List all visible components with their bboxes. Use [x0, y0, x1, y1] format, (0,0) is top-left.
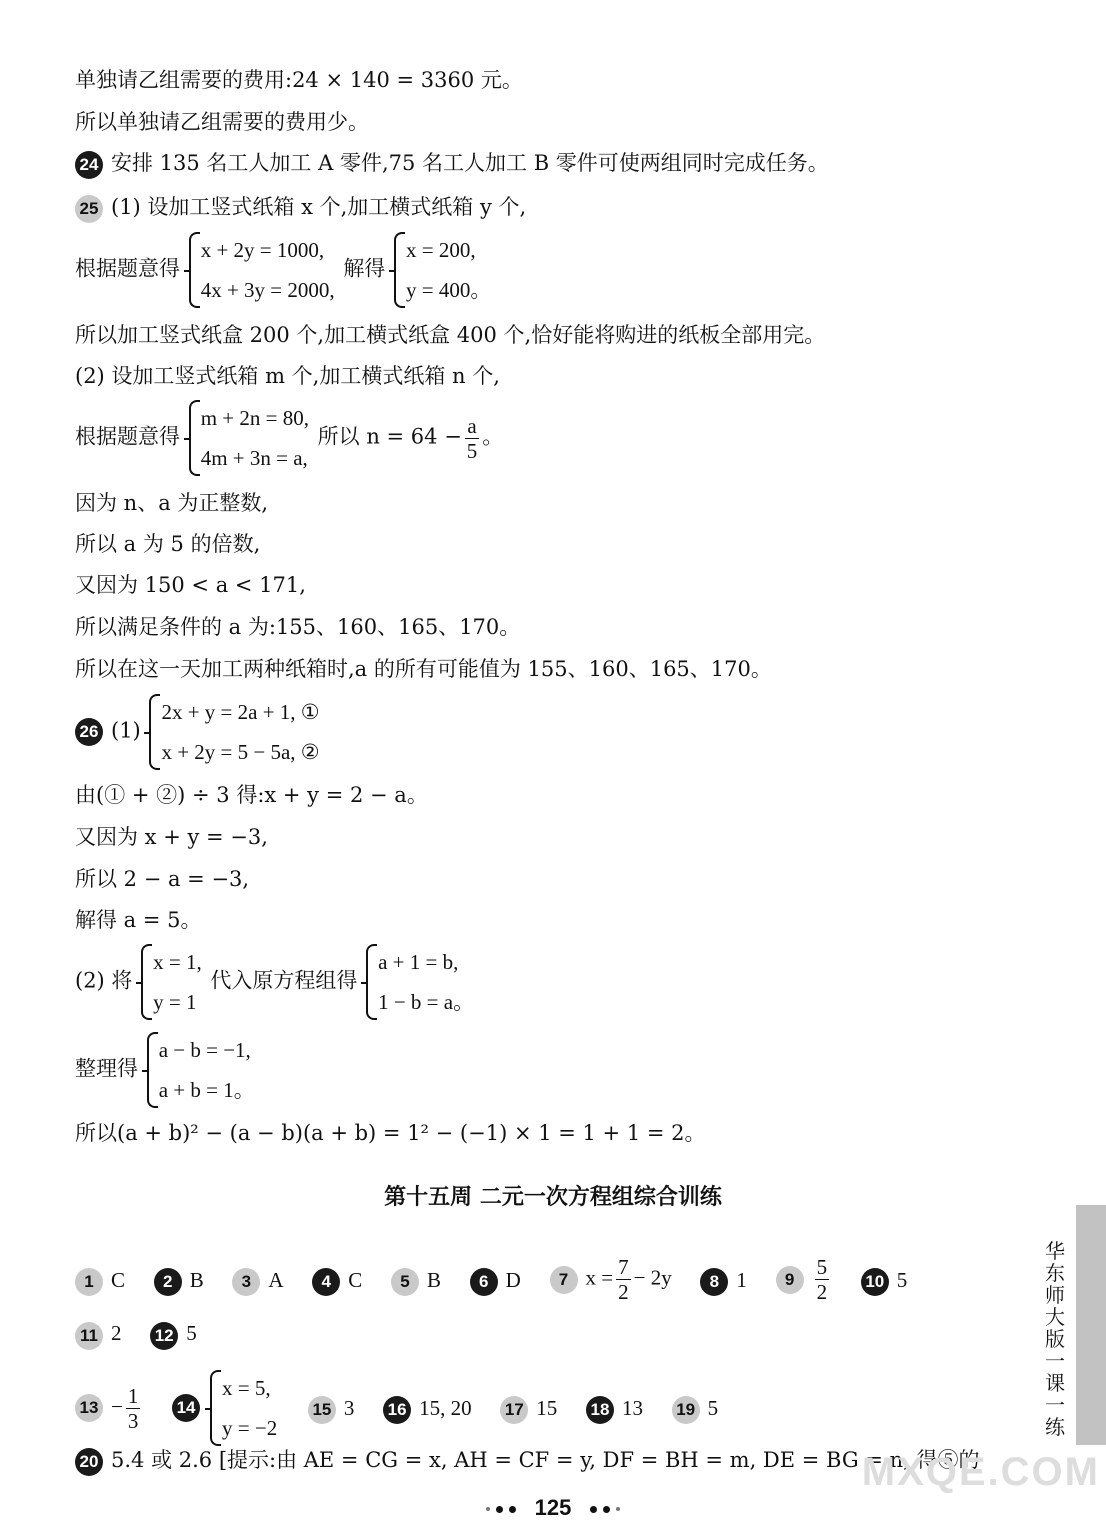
line: 所以 a 为 5 的倍数,	[75, 532, 261, 556]
answer-item: 4 C	[312, 1260, 362, 1300]
equation-system: a − b = −1, a + b = 1。	[147, 1030, 255, 1110]
line: 所以(a + b)² − (a − b)(a + b) = 1² − (−1) × 1 = 1 + 1 = 2。	[75, 1121, 706, 1145]
answer-item: 9 $\frac{5}{2}$	[776, 1255, 833, 1304]
section-title: 第十五周 二元一次方程组综合训练	[384, 1184, 722, 1210]
line: 又因为 150 < a < 171,	[75, 573, 306, 597]
question-number-badge: 24	[75, 151, 103, 179]
dot-icon	[590, 1506, 597, 1513]
line: 因为 n、a 为正整数,	[75, 491, 269, 515]
answers-row-1	[75, 1255, 907, 1304]
equation-system: a + 1 = b, 1 − b = a。	[366, 942, 474, 1022]
fraction: $\frac{a}{5}$	[466, 413, 478, 463]
q25-line: 25 (1) 设加工竖式纸箱 x 个,加工横式纸箱 y 个,	[75, 192, 526, 223]
side-tab-label: 华东师大版一课一练	[1045, 1239, 1065, 1439]
answer-item: 8 1	[700, 1260, 747, 1300]
dot-icon	[496, 1506, 503, 1513]
dot-icon	[509, 1506, 516, 1513]
question-number-badge: 25	[75, 195, 103, 223]
dot-icon	[616, 1507, 620, 1511]
dot-icon	[486, 1507, 490, 1511]
watermark: MXQE.COM	[861, 1450, 1100, 1494]
equation-system: x = 1, y = 1	[141, 942, 202, 1022]
line: 又因为 x + y = −3,	[75, 825, 268, 849]
answer-item: 7 x = $\frac{7}{2}$ − 2y	[550, 1255, 672, 1304]
answer-item: 1 C	[75, 1260, 125, 1300]
equation-system: m + 2n = 80, 4m + 3n = a,	[189, 398, 309, 478]
line: 解得 a = 5。	[75, 908, 202, 932]
q25-system2-line: 根据题意得 m + 2n = 80, 4m + 3n = a, 所以 n = 64 − $\frac{a}{5}$ 。	[75, 398, 503, 478]
answer-item: 6 D	[470, 1260, 521, 1300]
line: 所以单独请乙组需要的费用少。	[75, 110, 369, 134]
line: 所以满足条件的 a 为:155、160、165、170。	[75, 615, 521, 639]
answers-row-3	[75, 1368, 740, 1448]
answer-item: 17 15	[500, 1388, 557, 1428]
answer-item: 5 B	[391, 1260, 441, 1300]
answer-item: 2 B	[154, 1260, 204, 1300]
q26-part2-line: (2) 将 x = 1, y = 1 代入原方程组得 a + 1 = b, 1 − b = a。	[75, 942, 476, 1022]
line: 由(① + ②) ÷ 3 得:x + y = 2 − a。	[75, 783, 428, 807]
answer-item: 3 A	[232, 1260, 283, 1300]
side-tab	[1076, 1205, 1106, 1445]
q26-arrange-line: 整理得 a − b = −1, a + b = 1。	[75, 1030, 257, 1110]
answer-item: 10 5	[861, 1260, 908, 1300]
line: (2) 设加工竖式纸箱 m 个,加工横式纸箱 n 个,	[75, 364, 500, 388]
answer-item: 15 3	[308, 1388, 355, 1428]
solution-system: x = 200, y = 400。	[394, 230, 491, 310]
equation-system: x + 2y = 1000, 4x + 3y = 2000,	[189, 230, 335, 310]
answer-item: 16 15, 20	[383, 1388, 472, 1428]
answer-20-line: 20 5.4 或 2.6 [提示:由 AE = CG = x, AH = CF = y, DF = BH = m, DE = BG = n, 得⑤的	[75, 1445, 979, 1476]
answer-item: 13 − $\frac{1}{3}$	[75, 1384, 143, 1433]
answer-item: 19 5	[672, 1388, 719, 1428]
answers-row-2	[75, 1316, 219, 1350]
line: 单独请乙组需要的费用:24 × 140 = 3360 元。	[75, 68, 523, 92]
answer-item: 11 2	[75, 1317, 122, 1349]
answer-item: 12 5	[150, 1317, 197, 1349]
q25-system-line: 根据题意得 x + 2y = 1000, 4x + 3y = 2000, 解得 x = 200, y = 400。	[75, 230, 493, 310]
dot-icon	[603, 1506, 610, 1513]
q24-line: 24 安排 135 名工人加工 A 零件,75 名工人加工 B 零件可使两组同时完成任务。	[75, 148, 829, 179]
q26-line: 26 (1) 2x + y = 2a + 1, ① x + 2y = 5 − 5a, ②	[75, 692, 322, 772]
line: 所以 2 − a = −3,	[75, 867, 250, 891]
line: 所以在这一天加工两种纸箱时,a 的所有可能值为 155、160、165、170。	[75, 657, 772, 681]
answer-item: 18 13	[586, 1388, 643, 1428]
answer-item: 14 x = 5, y = −2	[172, 1368, 279, 1448]
line: 所以加工竖式纸盒 200 个,加工横式纸盒 400 个,恰好能将购进的纸板全部用完。	[75, 323, 826, 347]
equation-system: 2x + y = 2a + 1, ① x + 2y = 5 − 5a, ②	[149, 692, 319, 772]
page-number: 125	[0, 1495, 1106, 1521]
question-number-badge: 26	[75, 718, 103, 746]
